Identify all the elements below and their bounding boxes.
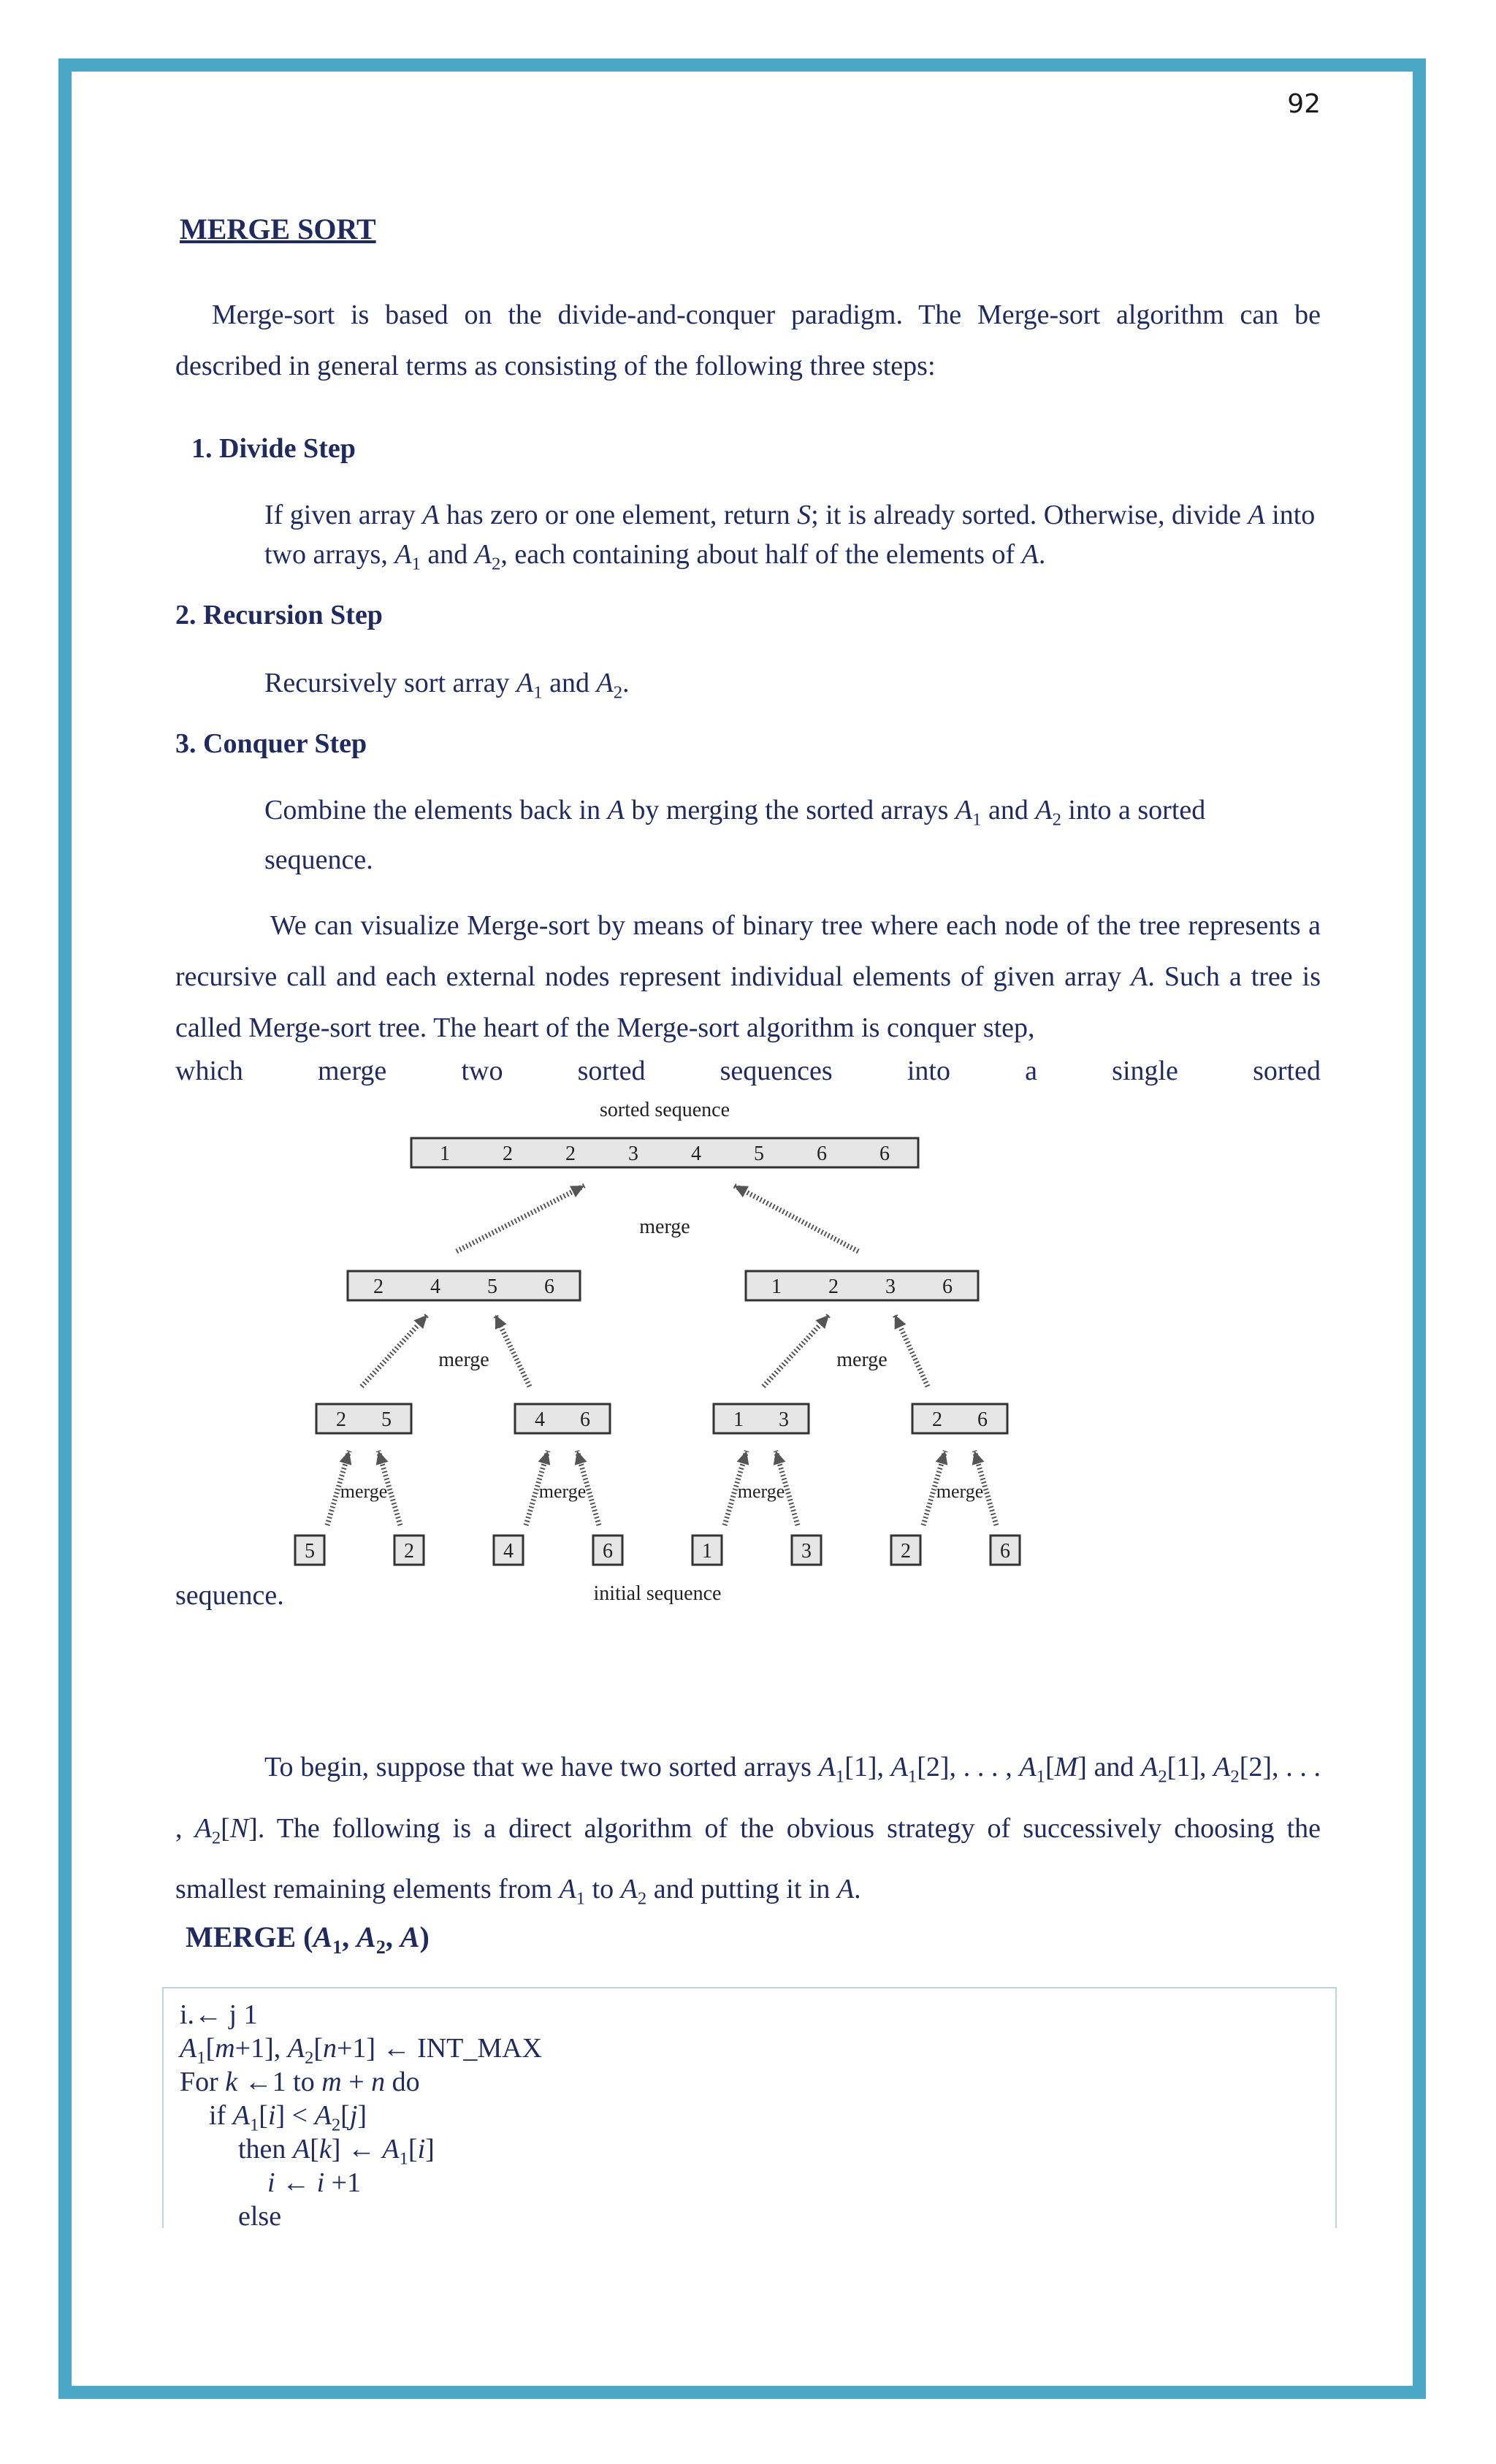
tree-leaf-value: 3 <box>801 1540 812 1563</box>
tree-cell-value: 3 <box>885 1275 896 1298</box>
merge-arrow-head <box>538 1451 551 1465</box>
code-line: if $A_1[i] < A_2[j]$ <box>209 2100 367 2135</box>
visualize-word: which <box>175 1056 243 1086</box>
merge-arrow <box>734 1186 858 1251</box>
merge-arrow-head <box>774 1451 786 1465</box>
visualize-word: sequences <box>720 1056 833 1086</box>
code-line: then A[k] ← $A_1[i]$ <box>238 2134 435 2169</box>
visualize-word: merge <box>318 1056 387 1086</box>
tree-leaf-value: 2 <box>901 1540 911 1563</box>
tree-leaf-value: 6 <box>603 1540 613 1563</box>
merge-arrow-head <box>972 1451 985 1465</box>
merge-arrow-head <box>340 1451 352 1465</box>
step-body-conquer: Combine the elements back in A by merging the sorted arrays $A_1$ and $A_2$ into a sorted sequence. <box>264 795 1206 875</box>
merge-label: merge <box>538 1481 587 1502</box>
tree-cell-value: 5 <box>487 1275 497 1298</box>
tree-leaf-value: 5 <box>305 1540 315 1563</box>
code-line: else <box>238 2201 282 2228</box>
tree-cell-value: 2 <box>373 1275 383 1298</box>
visualize-word: a <box>1025 1056 1037 1086</box>
merge-label: merge <box>340 1481 388 1502</box>
merge-label: merge <box>836 1349 888 1371</box>
visualize-word: sorted <box>1253 1056 1321 1086</box>
tree-level2-box <box>714 1404 809 1433</box>
merge-arrow-head <box>575 1451 587 1465</box>
page-number: 92 <box>1287 89 1321 119</box>
tree-cell-value: 3 <box>628 1143 638 1165</box>
visualize-word: two <box>461 1056 503 1086</box>
begin-paragraph: To begin, suppose that we have two sorted arrays $A_1[1]$, $A_1[2]$, . . . , $A_1[M]$ and $A_2[1]$, $A_2[2]$, . . . , $A_2[N]$. The following is a direct algorithm of the obvious strategy of successively choosing the smallest remaining elements from $A_1$ to $A_2$ and putting it in A. <box>175 1752 1321 1909</box>
code-line: For k ←1 to m + n do <box>180 2067 420 2097</box>
merge-arrow-head <box>737 1451 749 1465</box>
visualize-last-line <box>175 1055 1321 1087</box>
merge-label: merge <box>639 1216 690 1238</box>
merge-arrow-head <box>376 1451 389 1465</box>
tree-level2-box <box>515 1404 610 1433</box>
merge-arrow <box>362 1315 427 1387</box>
tree-cell-value: 6 <box>580 1408 590 1431</box>
merge-label: merge <box>438 1349 489 1371</box>
intro-paragraph: Merge-sort is based on the divide-and-conquer paradigm. The Merge-sort algorithm can be described in general terms as consisting of the following three steps: <box>175 300 1321 381</box>
step-heading-conquer: 3. Conquer Step <box>175 728 367 759</box>
tree-cell-value: 5 <box>754 1143 764 1165</box>
tree-cell-value: 4 <box>691 1143 701 1165</box>
visualize-paragraph: We can visualize Merge-sort by means of binary tree where each node of the tree represents a recursive call and each external nodes represent individual elements of given array A. Such a tree is called Merge-sort tree. The heart of the Merge-sort algorithm is conquer step, <box>175 910 1321 1043</box>
tree-cell-value: 2 <box>565 1143 576 1165</box>
merge-arrow-head <box>936 1451 948 1465</box>
diagram-bottom-label: initial sequence <box>593 1582 722 1605</box>
merge-heading: MERGE ($A_1$, $A_2$, A) <box>186 1921 430 1958</box>
tree-cell-value: 3 <box>779 1408 789 1431</box>
tree-level2-box <box>316 1404 411 1433</box>
step-heading-recursion: 2. Recursion Step <box>175 600 383 630</box>
tree-cell-value: 1 <box>733 1408 744 1431</box>
tree-cell-value: 2 <box>336 1408 346 1431</box>
merge-arrow-head <box>570 1186 584 1197</box>
visualize-word: sorted <box>577 1056 646 1086</box>
step-body-recursion: Recursively sort array $A_1$ and $A_2$. <box>264 668 630 703</box>
tree-cell-value: 5 <box>381 1408 392 1431</box>
tree-leaf-value: 6 <box>1000 1540 1010 1563</box>
sequence-word: sequence. <box>175 1580 284 1611</box>
code-block <box>162 1987 1337 2228</box>
tree-cell-value: 2 <box>503 1143 513 1165</box>
tree-level2-box <box>912 1404 1007 1433</box>
visualize-word: into <box>907 1056 950 1086</box>
step-heading-divide: 1. Divide Step <box>191 433 356 464</box>
merge-arrow <box>763 1315 829 1387</box>
tree-leaf-value: 2 <box>404 1540 414 1563</box>
tree-leaf-value: 1 <box>702 1540 712 1563</box>
merge-label: merge <box>737 1481 785 1502</box>
visualize-word: single <box>1112 1056 1178 1086</box>
tree-cell-value: 6 <box>544 1275 554 1298</box>
merge-arrow <box>457 1186 584 1251</box>
code-line: i.← j 1 <box>180 1999 258 2030</box>
tree-cell-value: 4 <box>430 1275 440 1298</box>
tree-cell-value: 4 <box>535 1408 545 1431</box>
merge-arrow-head <box>734 1186 749 1197</box>
code-line: $A_1[m+1]$, $A_2[n+1]$ ← INT_MAX <box>180 2033 543 2068</box>
merge-arrow-head <box>895 1315 907 1330</box>
tree-cell-value: 1 <box>771 1275 782 1298</box>
section-title: MERGE SORT <box>180 213 376 245</box>
merge-label: merge <box>936 1481 984 1502</box>
step-body-divide: If given array A has zero or one element, return S; it is already sorted. Otherwise, divide A into two arrays, $A_1$ and $A_2$, each containing about half of the elements of A. <box>264 500 1316 574</box>
tree-cell-value: 1 <box>440 1143 450 1165</box>
tree-leaf-value: 4 <box>503 1540 514 1563</box>
tree-cell-value: 6 <box>977 1408 988 1431</box>
tree-root-box <box>411 1138 918 1167</box>
code-line: i ← i +1 <box>267 2167 362 2198</box>
diagram-top-label: sorted sequence <box>599 1099 730 1121</box>
tree-cell-value: 2 <box>828 1275 839 1298</box>
merge-arrow-head <box>495 1315 507 1330</box>
tree-cell-value: 6 <box>817 1143 827 1165</box>
tree-cell-value: 6 <box>879 1143 890 1165</box>
merge-sort-tree-diagram <box>278 1094 1037 1620</box>
tree-cell-value: 2 <box>932 1408 942 1431</box>
tree-cell-value: 6 <box>942 1275 953 1298</box>
